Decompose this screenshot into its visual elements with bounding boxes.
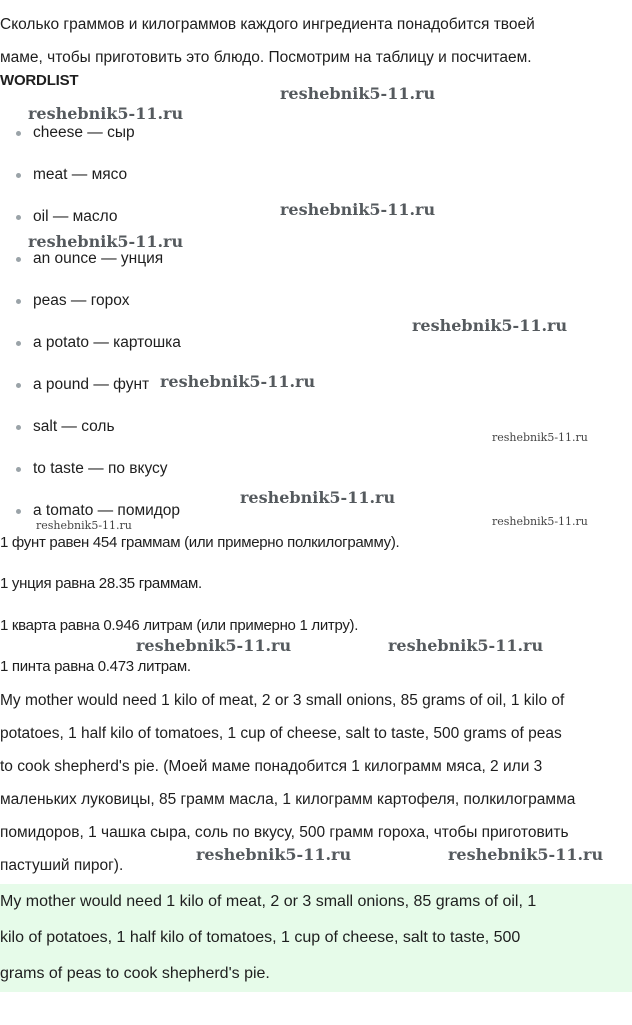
bullet-icon [16, 173, 21, 178]
bullet-icon [16, 425, 21, 430]
intro-line: маме, чтобы приготовить это блюдо. Посмотрим на таблицу и посчитаем. [0, 49, 532, 66]
bullet-icon [16, 257, 21, 262]
list-item-text: peas — горох [33, 292, 130, 309]
bullet-icon [16, 215, 21, 220]
bullet-icon [16, 299, 21, 304]
watermark: reshebnik5-11.ru [160, 372, 316, 391]
answer-line: помидоров, 1 чашка сыра, соль по вкусу, 500 грамм гороха, чтобы приготовить [0, 824, 569, 841]
watermark: reshebnik5-11.ru [412, 316, 568, 335]
intro-line: Сколько граммов и килограммов каждого ингредиента понадобится твоей [0, 16, 535, 33]
bullet-icon [16, 131, 21, 136]
watermark: reshebnik5-11.ru [492, 515, 588, 528]
list-item-text: salt — соль [33, 418, 115, 435]
conversion-fact: 1 кварта равна 0.946 литрам (или примерно 1 литру). [0, 617, 359, 634]
list-item-text: meat — мясо [33, 166, 128, 183]
answer-line: potatoes, 1 half kilo of tomatoes, 1 cup of cheese, salt to taste, 500 grams of peas [0, 725, 562, 742]
conversion-fact: 1 пинта равна 0.473 литрам. [0, 658, 191, 675]
list-item-text: an ounce — унция [33, 250, 164, 267]
answer-line: пастуший пирог). [0, 857, 124, 874]
list-item [0, 322, 181, 364]
watermark: reshebnik5-11.ru [280, 84, 436, 103]
watermark: reshebnik5-11.ru [196, 845, 352, 864]
watermark: reshebnik5-11.ru [28, 104, 184, 123]
watermark: reshebnik5-11.ru [280, 200, 436, 219]
watermark: reshebnik5-11.ru [388, 636, 544, 655]
highlight-line: grams of peas to cook shepherd's pie. [0, 965, 270, 982]
answer-highlight-box [0, 884, 632, 992]
list-item-text: a tomato — помидор [33, 502, 181, 519]
highlight-line: My mother would need 1 kilo of meat, 2 or 3 small onions, 85 grams of oil, 1 [0, 893, 537, 910]
highlight-line: kilo of potatoes, 1 half kilo of tomatoes, 1 cup of cheese, salt to taste, 500 [0, 929, 521, 946]
list-item-text: a potato — картошка [33, 334, 181, 351]
list-item [0, 280, 181, 322]
watermark: reshebnik5-11.ru [448, 845, 604, 864]
list-item-text: to taste — по вкусу [33, 460, 168, 477]
list-item [0, 364, 181, 406]
intro-paragraph [0, 8, 535, 74]
bullet-icon [16, 341, 21, 346]
watermark: reshebnik5-11.ru [136, 636, 292, 655]
conversion-fact: 1 фунт равен 454 граммам (или примерно полкилограмму). [0, 534, 400, 551]
watermark: reshebnik5-11.ru [492, 431, 588, 444]
list-item [0, 154, 181, 196]
wordlist [0, 112, 184, 532]
list-item-text: oil — масло [33, 208, 118, 225]
bullet-icon [16, 467, 21, 472]
answer-line: My mother would need 1 kilo of meat, 2 or 3 small onions, 85 grams of oil, 1 kilo of [0, 692, 565, 709]
list-item-text: a pound — фунт [33, 376, 150, 393]
bullet-icon [16, 509, 21, 514]
answer-line: маленьких луковицы, 85 грамм масла, 1 килограмм картофеля, полкилограмма [0, 791, 576, 808]
answer-line: to cook shepherd's pie. (Моей маме понадобится 1 килограмм мяса, 2 или 3 [0, 758, 543, 775]
conversion-fact: 1 унция равна 28.35 граммам. [0, 575, 202, 592]
list-item [0, 406, 181, 448]
bullet-icon [16, 383, 21, 388]
wordlist-title: WORDLIST [0, 72, 79, 89]
list-item [0, 448, 181, 490]
watermark: reshebnik5-11.ru [36, 519, 132, 532]
watermark: reshebnik5-11.ru [240, 488, 396, 507]
list-item-text: cheese — сыр [33, 124, 135, 141]
watermark: reshebnik5-11.ru [28, 232, 184, 251]
